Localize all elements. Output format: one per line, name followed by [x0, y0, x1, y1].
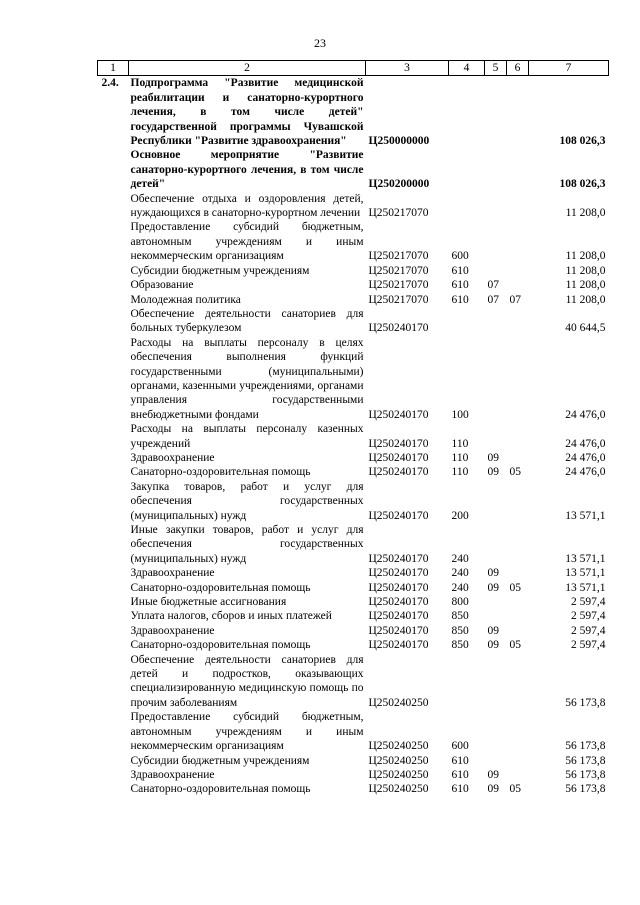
table-row — [98, 768, 609, 782]
amount-cell: 56 173,8 — [565, 696, 606, 709]
row-number-cell — [98, 220, 129, 263]
section-code-cell — [485, 754, 507, 768]
section-code-cell — [485, 192, 507, 221]
table-row — [98, 581, 609, 595]
subsection-code-cell — [507, 148, 529, 191]
row-number-cell — [98, 278, 129, 292]
amount-cell: 13 571,1 — [565, 567, 606, 580]
expense-type-code-cell: 610 — [451, 279, 469, 292]
section-code-cell: 09 — [487, 783, 499, 796]
column-header-5: 5 — [485, 61, 507, 76]
row-name-cell: Субсидии бюджетным учреждениям — [130, 754, 310, 767]
subsection-code-cell — [507, 264, 529, 278]
expense-type-code-cell: 610 — [451, 293, 469, 306]
expense-type-code-cell — [449, 148, 485, 191]
expense-type-code-cell: 200 — [451, 509, 469, 522]
expense-type-code-cell — [449, 307, 485, 336]
subsection-code-cell — [507, 336, 529, 422]
target-article-code-cell: Ц250240170 — [368, 322, 429, 335]
section-code-cell: 09 — [487, 581, 499, 594]
section-code-cell — [485, 220, 507, 263]
table-row — [98, 754, 609, 768]
subsection-code-cell — [507, 307, 529, 336]
table-row — [98, 595, 609, 609]
table-row — [98, 710, 609, 753]
target-article-code-cell: Ц250217070 — [368, 264, 429, 277]
section-code-cell — [485, 264, 507, 278]
amount-cell: 11 208,0 — [565, 250, 606, 263]
subsection-code-cell: 05 — [509, 783, 521, 796]
section-code-cell — [485, 523, 507, 566]
table-row — [98, 465, 609, 479]
section-code-cell — [485, 710, 507, 753]
row-number-cell — [98, 293, 129, 307]
row-number-cell — [98, 523, 129, 566]
column-header-3: 3 — [366, 61, 449, 76]
amount-cell: 11 208,0 — [565, 264, 606, 277]
row-name-cell: Предоставление субсидий бюджетным, автономным учреждениям и иным некоммерческим организациям — [130, 221, 364, 263]
page-number: 23 — [314, 36, 326, 50]
expense-type-code-cell: 610 — [451, 768, 469, 781]
row-name-cell: Иные бюджетные ассигнования — [130, 596, 287, 609]
row-name-cell: Уплата налогов, сборов и иных платежей — [130, 610, 332, 623]
section-code-cell: 09 — [487, 567, 499, 580]
row-number-cell — [98, 451, 129, 465]
section-code-cell — [485, 76, 507, 149]
section-code-cell: 07 — [487, 293, 499, 306]
section-code-cell — [485, 480, 507, 523]
section-code-cell: 09 — [487, 639, 499, 652]
expense-type-code-cell: 610 — [451, 754, 469, 767]
row-number-cell — [98, 148, 129, 191]
table-row — [98, 480, 609, 523]
row-name-cell: Здравоохранение — [130, 567, 215, 580]
section-code-cell — [485, 148, 507, 191]
amount-cell: 24 476,0 — [565, 466, 606, 479]
row-name-cell: Предоставление субсидий бюджетным, автономным учреждениям и иным некоммерческим организациям — [130, 711, 364, 753]
row-name-cell: Подпрограмма "Развитие медицинской реабилитации и санаторно-курортного лечения, в том числе детей" государственной программы Чувашской Республики "Развитие здравоохранения" — [130, 77, 364, 148]
subsection-code-cell — [507, 451, 529, 465]
table-row — [98, 782, 609, 796]
expense-type-code-cell: 610 — [451, 264, 469, 277]
subsection-code-cell: 05 — [509, 581, 521, 594]
expense-type-code-cell: 850 — [451, 624, 469, 637]
row-number-cell: 2.4. — [101, 77, 119, 90]
subsection-code-cell — [507, 710, 529, 753]
row-name-cell: Основное мероприятие "Развитие санаторно-курортного лечения, в том числе детей" — [130, 149, 364, 191]
expense-type-code-cell — [449, 653, 485, 711]
amount-cell: 13 571,1 — [565, 509, 606, 522]
table-row — [98, 264, 609, 278]
expense-type-code-cell: 240 — [451, 552, 469, 565]
row-name-cell: Здравоохранение — [130, 624, 215, 637]
row-name-cell: Молодежная политика — [130, 293, 241, 306]
target-article-code-cell: Ц250217070 — [368, 250, 429, 263]
subsection-code-cell — [507, 624, 529, 638]
subsection-code-cell: 05 — [509, 466, 521, 479]
row-number-cell — [98, 566, 129, 580]
subsection-code-cell — [507, 480, 529, 523]
subsection-code-cell: 07 — [509, 293, 521, 306]
target-article-code-cell: Ц250240250 — [368, 754, 429, 767]
subsection-code-cell — [507, 653, 529, 711]
table-row — [98, 148, 609, 191]
row-name-cell: Здравоохранение — [130, 768, 215, 781]
table-row — [98, 76, 609, 149]
expense-type-code-cell — [449, 192, 485, 221]
expense-type-code-cell: 600 — [451, 740, 469, 753]
subsection-code-cell — [507, 523, 529, 566]
table-row — [98, 293, 609, 307]
target-article-code-cell: Ц250240250 — [368, 696, 429, 709]
table-row — [98, 653, 609, 711]
row-name-cell: Обеспечение деятельности санаториев для детей и подростков, оказывающих специализированную медицинскую помощь по прочим заболеваниям — [130, 653, 364, 709]
section-code-cell: 09 — [487, 768, 499, 781]
amount-cell: 108 026,3 — [559, 135, 606, 148]
row-name-cell: Санаторно-оздоровительная помощь — [130, 581, 311, 594]
row-name-cell: Здравоохранение — [130, 451, 215, 464]
row-name-cell: Расходы на выплаты персоналу в целях обеспечения выполнения функций государственными (муниципальными) органами, казенными учреждениями, органами управления государственными внебюджетными фондами — [130, 336, 364, 421]
row-number-cell — [98, 710, 129, 753]
table-row — [98, 566, 609, 580]
row-name-cell: Санаторно-оздоровительная помощь — [130, 639, 311, 652]
table-header — [98, 61, 609, 76]
subsection-code-cell — [507, 76, 529, 149]
amount-cell: 108 026,3 — [559, 178, 606, 191]
row-number-cell — [98, 480, 129, 523]
section-code-cell — [485, 422, 507, 451]
row-number-cell — [98, 595, 129, 609]
table-row — [98, 451, 609, 465]
target-article-code-cell: Ц250217070 — [368, 279, 429, 292]
target-article-code-cell: Ц250000000 — [368, 135, 430, 148]
row-number-cell — [98, 782, 129, 796]
target-article-code-cell: Ц250240170 — [368, 581, 429, 594]
amount-cell: 2 597,4 — [571, 610, 606, 623]
target-article-code-cell: Ц250240170 — [368, 624, 429, 637]
amount-cell: 11 208,0 — [565, 207, 606, 220]
expense-type-code-cell: 610 — [451, 783, 469, 796]
target-article-code-cell: Ц250217070 — [368, 293, 429, 306]
amount-cell: 40 644,5 — [565, 322, 606, 335]
target-article-code-cell: Ц250217070 — [368, 207, 429, 220]
amount-cell: 24 476,0 — [565, 451, 606, 464]
table-row — [98, 609, 609, 623]
column-header-4: 4 — [449, 61, 485, 76]
row-number-cell — [98, 465, 129, 479]
target-article-code-cell: Ц250200000 — [368, 178, 430, 191]
target-article-code-cell: Ц250240170 — [368, 610, 429, 623]
row-name-cell: Субсидии бюджетным учреждениям — [130, 264, 310, 277]
row-number-cell — [98, 638, 129, 652]
expense-type-code-cell: 850 — [451, 639, 469, 652]
expense-type-code-cell — [449, 76, 485, 149]
target-article-code-cell: Ц250240170 — [368, 567, 429, 580]
row-name-cell: Санаторно-оздоровительная помощь — [130, 783, 311, 796]
section-code-cell — [485, 307, 507, 336]
amount-cell: 2 597,4 — [571, 624, 606, 637]
amount-cell: 56 173,8 — [565, 768, 606, 781]
row-name-cell: Расходы на выплаты персоналу казенных учреждений — [130, 423, 364, 450]
table-row — [98, 220, 609, 263]
target-article-code-cell: Ц250240170 — [368, 639, 429, 652]
target-article-code-cell: Ц250240170 — [368, 451, 429, 464]
expense-type-code-cell: 100 — [451, 408, 469, 421]
row-number-cell — [98, 336, 129, 422]
expense-type-code-cell: 110 — [451, 437, 469, 450]
table-row — [98, 278, 609, 292]
table-row — [98, 422, 609, 451]
expense-type-code-cell: 800 — [451, 596, 469, 609]
section-code-cell — [485, 595, 507, 609]
amount-cell: 24 476,0 — [565, 437, 606, 450]
amount-cell: 13 571,1 — [565, 552, 606, 565]
row-number-cell — [98, 768, 129, 782]
expense-type-code-cell: 240 — [451, 581, 469, 594]
row-number-cell — [98, 609, 129, 623]
section-code-cell: 09 — [487, 466, 499, 479]
target-article-code-cell: Ц250240250 — [368, 740, 429, 753]
row-name-cell: Обеспечение деятельности санаториев для больных туберкулезом — [130, 307, 364, 335]
target-article-code-cell: Ц250240250 — [368, 768, 429, 781]
expense-type-code-cell: 600 — [451, 250, 469, 263]
row-name-cell: Иные закупки товаров, работ и услуг для обеспечения государственных (муниципальных) нужд — [130, 524, 364, 565]
target-article-code-cell: Ц250240170 — [368, 509, 429, 522]
row-name-cell: Санаторно-оздоровительная помощь — [130, 466, 311, 479]
amount-cell: 24 476,0 — [565, 408, 606, 421]
section-code-cell: 09 — [487, 451, 499, 464]
row-number-cell — [98, 307, 129, 336]
budget-table — [97, 60, 609, 797]
subsection-code-cell — [507, 566, 529, 580]
amount-cell: 56 173,8 — [565, 783, 606, 796]
section-code-cell — [485, 653, 507, 711]
amount-cell: 2 597,4 — [571, 596, 606, 609]
target-article-code-cell: Ц250240170 — [368, 552, 429, 565]
table-row — [98, 638, 609, 652]
target-article-code-cell: Ц250240170 — [368, 596, 429, 609]
section-code-cell: 09 — [487, 624, 499, 637]
table-row — [98, 192, 609, 221]
column-header-7: 7 — [529, 61, 609, 76]
row-number-cell — [98, 264, 129, 278]
amount-cell: 13 571,1 — [565, 581, 606, 594]
amount-cell: 56 173,8 — [565, 754, 606, 767]
subsection-code-cell — [507, 278, 529, 292]
amount-cell: 56 173,8 — [565, 740, 606, 753]
column-header-1: 1 — [98, 61, 129, 76]
subsection-code-cell — [507, 609, 529, 623]
subsection-code-cell — [507, 220, 529, 263]
table-row — [98, 336, 609, 422]
row-name-cell: Закупка товаров, работ и услуг для обеспечения государственных (муниципальных) нужд — [130, 480, 364, 522]
row-number-cell — [98, 653, 129, 711]
expense-type-code-cell: 110 — [451, 451, 469, 464]
amount-cell: 11 208,0 — [565, 293, 606, 306]
subsection-code-cell — [507, 768, 529, 782]
row-number-cell — [98, 624, 129, 638]
subsection-code-cell — [507, 595, 529, 609]
amount-cell: 11 208,0 — [565, 279, 606, 292]
table-row — [98, 624, 609, 638]
subsection-code-cell — [507, 192, 529, 221]
row-name-cell: Обеспечение отдыха и оздоровления детей, нуждающихся в санаторно-курортном лечении — [130, 192, 364, 220]
row-number-cell — [98, 192, 129, 221]
target-article-code-cell: Ц250240170 — [368, 408, 429, 421]
row-number-cell — [98, 422, 129, 451]
expense-type-code-cell: 110 — [451, 466, 469, 479]
column-header-6: 6 — [507, 61, 529, 76]
subsection-code-cell — [507, 422, 529, 451]
target-article-code-cell: Ц250240170 — [368, 466, 429, 479]
expense-type-code-cell: 240 — [451, 567, 469, 580]
row-number-cell — [98, 754, 129, 768]
row-name-cell: Образование — [130, 279, 194, 292]
section-code-cell — [485, 609, 507, 623]
subsection-code-cell: 05 — [509, 639, 521, 652]
target-article-code-cell: Ц250240250 — [368, 783, 429, 796]
section-code-cell — [485, 336, 507, 422]
column-header-2: 2 — [129, 61, 366, 76]
amount-cell: 2 597,4 — [571, 639, 606, 652]
section-code-cell: 07 — [487, 279, 499, 292]
row-number-cell — [98, 581, 129, 595]
subsection-code-cell — [507, 754, 529, 768]
expense-type-code-cell: 850 — [451, 610, 469, 623]
table-body — [98, 76, 609, 797]
table-row — [98, 523, 609, 566]
target-article-code-cell: Ц250240170 — [368, 437, 429, 450]
table-row — [98, 307, 609, 336]
